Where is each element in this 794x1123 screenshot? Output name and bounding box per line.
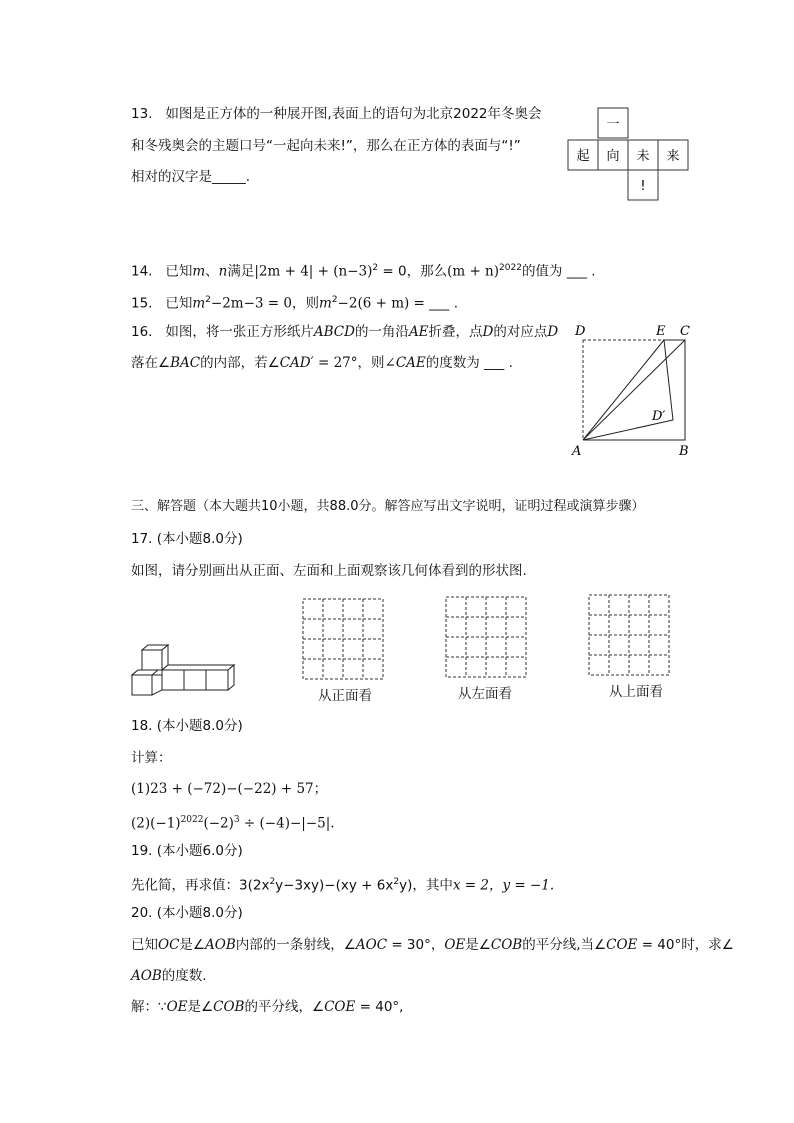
q14-number: 14. xyxy=(131,263,153,280)
q17-head: 17. (本小题8.0分) xyxy=(131,531,243,547)
q15-exp1: 2 xyxy=(205,295,211,305)
cube-net-figure xyxy=(568,108,690,202)
q20-aob2: AOB xyxy=(131,968,162,984)
section-3-heading: 三、解答题（本大题共10小题，共88.0分。解答应写出文字说明，证明过程或演算步骤） xyxy=(131,499,645,514)
q15-line xyxy=(131,291,458,313)
caption-left-view: 从左面看 xyxy=(458,686,512,702)
q20-oe: OE xyxy=(444,937,466,953)
q16-t7: = 27°，则∠ xyxy=(313,355,396,371)
q14-line xyxy=(131,259,596,281)
q20-head: 20. (本小题8.0分) xyxy=(131,905,243,921)
q19-t2: y−3xy)−(xy + 6x xyxy=(275,877,394,894)
q13-text-3: 相对的汉字是_____. xyxy=(131,169,251,185)
q15-exp2: 2 xyxy=(331,295,338,305)
q16-t2: 的一角沿 xyxy=(354,324,409,340)
q13-line3 xyxy=(131,168,250,186)
q14-text-c: = 0，那么 xyxy=(378,263,448,280)
q13-line2 xyxy=(131,137,521,155)
net-cell-2: 向 xyxy=(606,149,620,164)
q20-sol-coe: COE xyxy=(324,999,356,1015)
q14-var-m: m xyxy=(192,263,206,280)
q14-sep: 、 xyxy=(205,263,219,280)
q16-d2: D xyxy=(547,324,559,340)
q19-t3: y)，其中 xyxy=(399,877,453,894)
q20-sol-a: 解：∵ xyxy=(131,999,167,1015)
q19-t1: 先化简，再求值：3(2x xyxy=(131,877,270,894)
q18-e2-b: (−2) xyxy=(203,815,234,832)
q13-line1 xyxy=(131,105,542,123)
q16-t5: 落在∠ xyxy=(131,355,171,371)
net-cell-1: 起 xyxy=(576,149,590,164)
q20-g: = 40°时，求∠ xyxy=(637,937,734,953)
q14-expr: |2m + 4| + (n−3) xyxy=(254,263,373,280)
q16-t3: 折叠，点 xyxy=(428,324,483,340)
q15-var: m xyxy=(192,295,206,312)
q19-head: 19. (本小题6.0分) xyxy=(131,843,243,859)
q14-text-a: 已知 xyxy=(165,263,193,280)
q18-e2-c: ÷ (−4)−|−5|. xyxy=(239,815,335,832)
label-C: C xyxy=(680,324,690,339)
q20-c: 内部的一条射线，∠ xyxy=(235,937,356,953)
q13-text-2: 和冬残奥会的主题口号“一起向未来!”，那么在正方体的表面与“!” xyxy=(131,138,521,154)
q19-e1: 2 xyxy=(269,877,276,887)
q20-b: 是∠ xyxy=(179,937,206,953)
q18-expr1: (1)23 + (−72)−(−22) + 57； xyxy=(131,781,328,797)
q15-number: 15. xyxy=(131,295,153,312)
q16-t8: 的度数为 ___ . xyxy=(425,355,513,371)
caption-top-view: 从上面看 xyxy=(609,684,663,700)
square-fold-figure xyxy=(570,320,700,460)
q20-h: 的度数. xyxy=(161,968,207,984)
net-cell-bottom: ! xyxy=(640,179,646,194)
q16-ae: AE xyxy=(408,324,429,340)
q16-t6: 的内部，若∠ xyxy=(200,355,280,371)
q16-d: D xyxy=(482,324,494,340)
q19-text xyxy=(131,873,554,895)
label-B: B xyxy=(679,444,689,459)
q16-abcd: ABCD xyxy=(313,324,355,340)
q16-number: 16. xyxy=(131,324,153,340)
q20-sol-b: 是∠ xyxy=(187,999,214,1015)
q16-cae: CAE xyxy=(395,355,426,371)
q18-head: 18. (本小题8.0分) xyxy=(131,718,243,734)
q20-aoc: AOC xyxy=(355,937,388,953)
q16-line2 xyxy=(131,354,513,372)
q17-text: 如图，请分别画出从正面、左面和上面观察该几何体看到的形状图. xyxy=(131,563,527,579)
q20-aob: AOB xyxy=(205,937,236,953)
q18-e2-exp: 2022 xyxy=(180,815,204,825)
q20-a: 已知 xyxy=(131,937,158,953)
grid-left xyxy=(445,596,527,678)
q20-d: = 30°， xyxy=(387,937,445,953)
net-cell-3: 未 xyxy=(636,149,650,164)
q15-text-a: 已知 xyxy=(165,295,193,312)
q14-text-d: 的值为 ___ . xyxy=(521,263,596,280)
q20-sol-c: 的平分线，∠ xyxy=(244,999,325,1015)
q15-var2: m xyxy=(319,295,332,312)
q14-expr2: (m + n) xyxy=(447,263,500,280)
q16-line1 xyxy=(131,323,558,341)
q16-t4: 的对应点 xyxy=(493,324,548,340)
q16-cad: CAD′ xyxy=(279,355,314,371)
q20-sol-oe: OE xyxy=(166,999,188,1015)
label-Dprime: D′ xyxy=(652,409,666,424)
label-E: E xyxy=(656,324,666,339)
q14-text-b: 满足 xyxy=(227,263,255,280)
q20-f: 的平分线,当∠ xyxy=(522,937,607,953)
q16-t1: 如图，将一张正方形纸片 xyxy=(165,324,314,340)
q20-sol-d: = 40°, xyxy=(355,999,404,1015)
q13-number: 13. xyxy=(131,106,153,122)
q19-x: x = 2， xyxy=(452,877,503,894)
q20-coe: COE xyxy=(606,937,638,953)
q13-text-1: 如图是正方体的一种展开图,表面上的语句为北京2022年冬奥会 xyxy=(165,106,542,122)
label-A: A xyxy=(572,444,582,459)
q15-expr2: −2(6 + m) = xyxy=(337,295,430,312)
q20-line2 xyxy=(131,967,207,985)
q19-y: y = −1. xyxy=(502,877,555,894)
q18-e2-exp2: 3 xyxy=(233,815,240,825)
q20-line3 xyxy=(131,998,403,1016)
net-cell-4: 来 xyxy=(666,149,680,164)
q19-e2: 2 xyxy=(393,877,400,887)
q20-e: 是∠ xyxy=(465,937,491,953)
q18-label: 计算： xyxy=(131,750,172,766)
grid-top xyxy=(588,594,670,676)
q15-expr1: −2m−3 = 0，则 xyxy=(210,295,319,312)
q14-exp2: 2022 xyxy=(499,263,522,273)
q14-exp: 2 xyxy=(372,263,379,273)
q18-expr2 xyxy=(131,811,335,833)
q20-sol-cob: COB xyxy=(213,999,245,1015)
caption-front-view: 从正面看 xyxy=(318,688,372,704)
label-D: D xyxy=(575,324,586,339)
grid-front xyxy=(302,598,384,680)
q16-bac: BAC xyxy=(170,355,201,371)
q20-line1 xyxy=(131,936,734,954)
q20-oc: OC xyxy=(158,937,180,953)
solid-figure xyxy=(132,645,236,699)
q18-e2-a: (2)(−1) xyxy=(131,815,181,832)
q20-cob: COB xyxy=(490,937,523,953)
net-cell-top: 一 xyxy=(606,117,620,132)
q14-var-n: n xyxy=(218,263,228,280)
q15-text-b: ___ . xyxy=(429,295,459,312)
